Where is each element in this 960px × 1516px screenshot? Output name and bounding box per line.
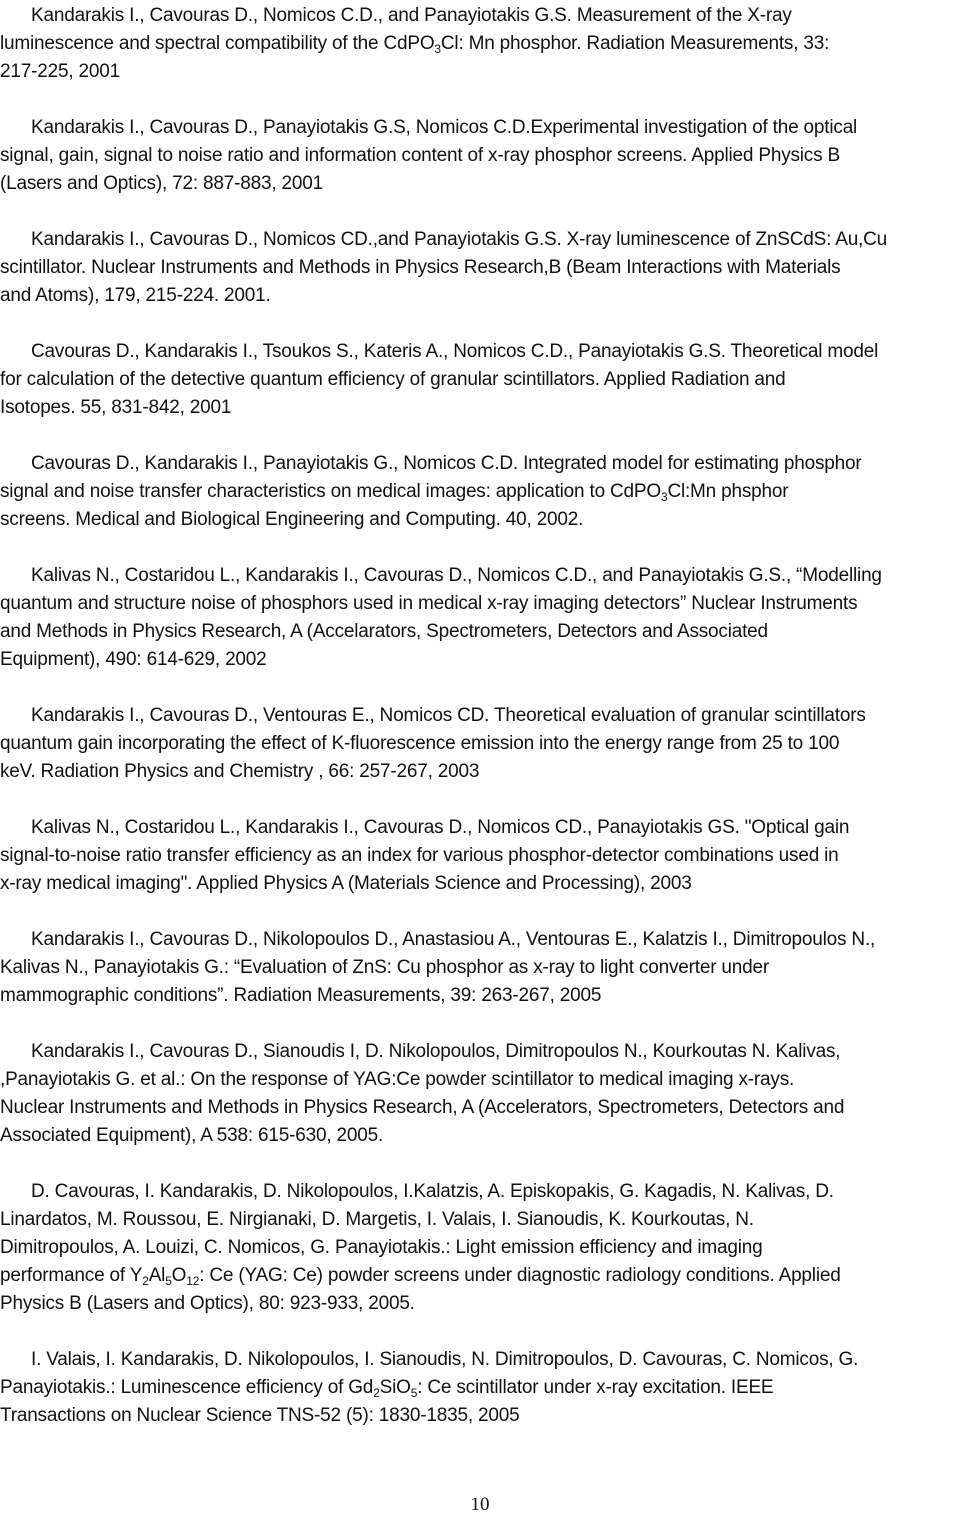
reference-line	[0, 1206, 958, 1234]
reference-entry	[0, 1346, 958, 1430]
reference-line	[0, 954, 958, 982]
reference-line	[0, 1178, 958, 1206]
reference-text: Physics B (Lasers and Optics), 80: 923-933, 2005.	[0, 1293, 415, 1314]
reference-text: Dimitropoulos, A. Louizi, C. Nomicos, G. Panayiotakis.: Light emission efficiency and imaging	[0, 1237, 763, 1258]
reference-line	[0, 366, 958, 394]
reference-text: Cavouras D., Kandarakis I., Tsoukos S., Kateris A., Nomicos C.D., Panayiotakis G.S. Theoretical model	[31, 341, 879, 362]
reference-line	[0, 170, 958, 198]
reference-line	[0, 590, 958, 618]
reference-text: D. Cavouras, I. Kandarakis, D. Nikolopoulos, I.Kalatzis, A. Episkopakis, G. Kagadis, N. Kalivas, D.	[31, 1181, 834, 1202]
reference-text: Kalivas N., Panayiotakis G.: “Evaluation of ZnS: Cu phosphor as x-ray to light converter under	[0, 957, 770, 978]
reference-line	[0, 254, 958, 282]
reference-line	[0, 282, 958, 310]
reference-text: signal-to-noise ratio transfer efficiency as an index for various phosphor-detector combinations used in	[0, 845, 839, 866]
reference-line	[0, 926, 958, 954]
reference-text: mammographic conditions”. Radiation Measurements, 39: 263-267, 2005	[0, 985, 602, 1006]
reference-text: Equipment), 490: 614-629, 2002	[0, 649, 267, 670]
reference-line	[0, 1346, 958, 1374]
reference-text: Kalivas N., Costaridou L., Kandarakis I., Cavouras D., Nomicos C.D., and Panayiotakis G.S., “Modelling	[31, 565, 882, 586]
reference-line	[0, 982, 958, 1010]
reference-text: scintillator. Nuclear Instruments and Methods in Physics Research,B (Beam Interactions with Materials	[0, 257, 841, 278]
reference-number	[0, 114, 31, 142]
reference-line	[0, 1262, 958, 1290]
reference-number	[0, 702, 31, 730]
reference-text: Transactions on Nuclear Science TNS-52 (5): 1830-1835, 2005	[0, 1405, 520, 1426]
reference-line	[0, 842, 958, 870]
reference-line	[0, 1402, 958, 1430]
reference-text: Kandarakis I., Cavouras D., Nikolopoulos D., Anastasiou A., Ventouras E., Kalatzis I., Dimitropoulos N.,	[31, 929, 876, 950]
reference-entry	[0, 2, 958, 86]
reference-line	[0, 1122, 958, 1150]
reference-line	[0, 1290, 958, 1318]
reference-number	[0, 1038, 31, 1066]
reference-text: signal and noise transfer characteristics on medical images: application to CdPO$_3$Cl:Mn phsphor	[0, 481, 789, 504]
reference-line	[0, 1038, 958, 1066]
reference-entry	[0, 702, 958, 786]
reference-number	[0, 226, 31, 254]
reference-entry	[0, 338, 958, 422]
reference-entry	[0, 114, 958, 198]
reference-number	[0, 338, 31, 366]
reference-line	[0, 1094, 958, 1122]
reference-entry	[0, 814, 958, 898]
reference-line	[0, 226, 958, 254]
reference-entry	[0, 926, 958, 1010]
reference-text: Panayiotakis.: Luminescence efficiency of $Gd_2SiO_5$: Ce scintillator under x-ray excitation. IEEE	[0, 1377, 774, 1400]
reference-number	[0, 450, 31, 478]
reference-number	[0, 562, 31, 590]
reference-line	[0, 506, 958, 534]
reference-text: Kandarakis I., Cavouras D., Nomicos C.D., and Panayiotakis G.S. Measurement of the X-ray	[31, 5, 792, 26]
reference-text: Kandarakis I., Cavouras D., Ventouras E., Nomicos CD. Theoretical evaluation of granular scintillators	[31, 705, 866, 726]
reference-text: keV. Radiation Physics and Chemistry , 66: 257-267, 2003	[0, 761, 480, 782]
reference-text: signal, gain, signal to noise ratio and information content of x-ray phosphor screens. Applied Physics B	[0, 145, 840, 166]
reference-entry	[0, 1178, 958, 1318]
reference-text: screens. Medical and Biological Engineering and Computing. 40, 2002.	[0, 509, 584, 530]
reference-text: Nuclear Instruments and Methods in Physics Research, A (Accelerators, Spectrometers, Detectors and	[0, 1097, 845, 1118]
reference-entry	[0, 226, 958, 310]
reference-text: 217-225, 2001	[0, 61, 120, 82]
reference-line	[0, 730, 958, 758]
reference-line	[0, 702, 958, 730]
reference-line	[0, 478, 958, 506]
reference-line	[0, 758, 958, 786]
reference-line	[0, 142, 958, 170]
reference-text: luminescence and spectral compatibility of the CdPO$_3$Cl: Mn phosphor. Radiation Measurements, 33:	[0, 33, 830, 56]
reference-text: performance of $Y_2Al_5O_{12}$: Ce (YAG: Ce) powder screens under diagnostic radiology conditions. Applied	[0, 1265, 841, 1288]
reference-text: ,Panayiotakis G. et al.: On the response of YAG:Ce powder scintillator to medical imaging x-rays.	[0, 1069, 795, 1090]
page-number: 10	[470, 1494, 490, 1515]
reference-line	[0, 30, 958, 58]
reference-number	[0, 1346, 31, 1374]
reference-text: Kandarakis I., Cavouras D., Panayiotakis G.S, Nomicos C.D.Experimental investigation of the optical	[31, 117, 858, 138]
reference-line	[0, 1234, 958, 1262]
reference-text: Kalivas N., Costaridou L., Kandarakis I., Cavouras D., Nomicos CD., Panayiotakis GS. "Optical gain	[31, 817, 850, 838]
reference-number	[0, 2, 31, 30]
reference-line	[0, 646, 958, 674]
reference-text: I. Valais, I. Kandarakis, D. Nikolopoulos, I. Sianoudis, N. Dimitropoulos, D. Cavouras, C. Nomicos, G.	[31, 1349, 859, 1370]
reference-text: x-ray medical imaging". Applied Physics A (Materials Science and Processing), 2003	[0, 873, 692, 894]
reference-text: Cavouras D., Kandarakis I., Panayiotakis G., Nomicos C.D. Integrated model for estimating phosphor	[31, 453, 862, 474]
reference-line	[0, 1374, 958, 1402]
reference-line	[0, 2, 958, 30]
reference-text: for calculation of the detective quantum efficiency of granular scintillators. Applied Radiation and	[0, 369, 786, 390]
reference-entry	[0, 450, 958, 534]
reference-text: Isotopes. 55, 831-842, 2001	[0, 397, 232, 418]
reference-line	[0, 814, 958, 842]
reference-line	[0, 58, 958, 86]
reference-number	[0, 926, 31, 954]
reference-text: and Methods in Physics Research, A (Accelarators, Spectrometers, Detectors and Associated	[0, 621, 768, 642]
reference-line	[0, 1066, 958, 1094]
reference-text: quantum gain incorporating the effect of K-fluorescence emission into the energy range from 25 to 100	[0, 733, 840, 754]
reference-text: and Atoms), 179, 215-224. 2001.	[0, 285, 271, 306]
reference-line	[0, 870, 958, 898]
reference-line	[0, 114, 958, 142]
reference-text: Linardatos, M. Roussou, E. Nirgianaki, D. Margetis, I. Valais, I. Sianoudis, K. Kourkoutas, N.	[0, 1209, 754, 1230]
reference-text: (Lasers and Optics), 72: 887-883, 2001	[0, 173, 323, 194]
reference-line	[0, 618, 958, 646]
reference-line	[0, 562, 958, 590]
reference-text: Associated Equipment), A 538: 615-630, 2005.	[0, 1125, 384, 1146]
reference-text: Kandarakis I., Cavouras D., Sianoudis I, D. Nikolopoulos, Dimitropoulos N., Kourkoutas N. Kalivas,	[31, 1041, 841, 1062]
reference-entry	[0, 562, 958, 674]
reference-line	[0, 338, 958, 366]
reference-text: Kandarakis I., Cavouras D., Nomicos CD.,and Panayiotakis G.S. X-ray luminescence of ZnSCdS: Au,Cu	[31, 229, 888, 250]
reference-line	[0, 394, 958, 422]
reference-number	[0, 1178, 31, 1206]
reference-text: quantum and structure noise of phosphors used in medical x-ray imaging detectors” Nuclear Instruments	[0, 593, 858, 614]
reference-number	[0, 814, 31, 842]
reference-entry	[0, 1038, 958, 1150]
reference-line	[0, 450, 958, 478]
